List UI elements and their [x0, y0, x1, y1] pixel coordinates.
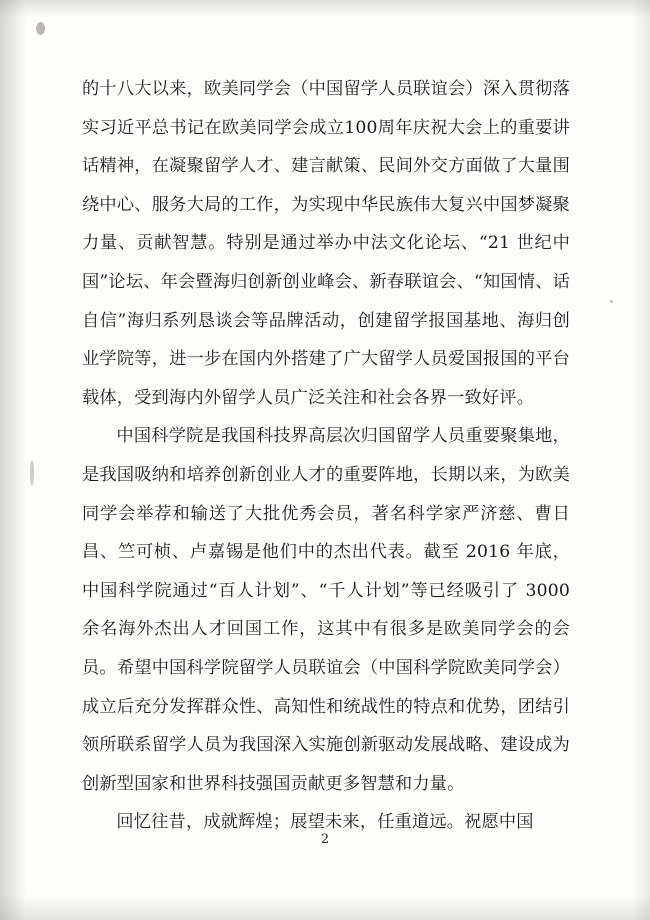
scan-speck — [30, 460, 34, 486]
document-body — [82, 70, 570, 842]
paragraph: 回忆往昔，成就辉煌；展望未来，任重道远。祝愿中国 — [116, 812, 534, 833]
scan-shadow-bottom — [0, 894, 650, 920]
scan-speck — [610, 300, 613, 303]
paragraph: 的十八大以来，欧美同学会（中国留学人员联谊会）深入贯彻落实习近平总书记在欧美同学会成立100周年庆祝大会上的重要讲话精神，在凝聚留学人才、建言献策、民间外交方面做了大量围绕中心、服务大局的工作，为实现中华民族伟大复兴中国梦凝聚力量、贡献智慧。特别是通过举办中法文化论坛、“21 世纪中国”论坛、年会暨海归创新创业峰会、新春联谊会、“知国情、话自信”海归系列恳谈会等品牌活动，创建留学报国基地、海归创业学院等，进一步在国内外搭建了广大留学人员爱国报国的平台载体，受到海内外留学人员广泛关注和社会各界一致好评。 — [82, 79, 570, 408]
paragraph: 中国科学院是我国科技界高层次归国留学人员重要聚集地，是我国吸纳和培养创新创业人才的重要阵地，长期以来，为欧美同学会举荐和输送了大批优秀会员，著名科学家严济慈、曹日昌、竺可桢、卢嘉锡是他们中的杰出代表。截至 2016 年底，中国科学院通过“百人计划”、“千人计划”等已经吸引了 3000 余名海外杰出人才回国工作，这其中有很多是欧美同学会的会员。希望中国科学院留学人员联谊会（中国科学院欧美同学会）成立后充分发挥群众性、高知性和统战性的特点和优势，团结引领所联系留学人员为我国深入实施创新驱动发展战略、建设成为创新型国家和世界科技强国贡献更多智慧和力量。 — [82, 426, 570, 794]
scan-shadow-left — [0, 0, 26, 920]
scan-shadow-top — [0, 0, 650, 18]
scan-speck — [36, 22, 45, 35]
scan-shadow-right — [632, 0, 650, 920]
page-number: 2 — [320, 832, 330, 847]
